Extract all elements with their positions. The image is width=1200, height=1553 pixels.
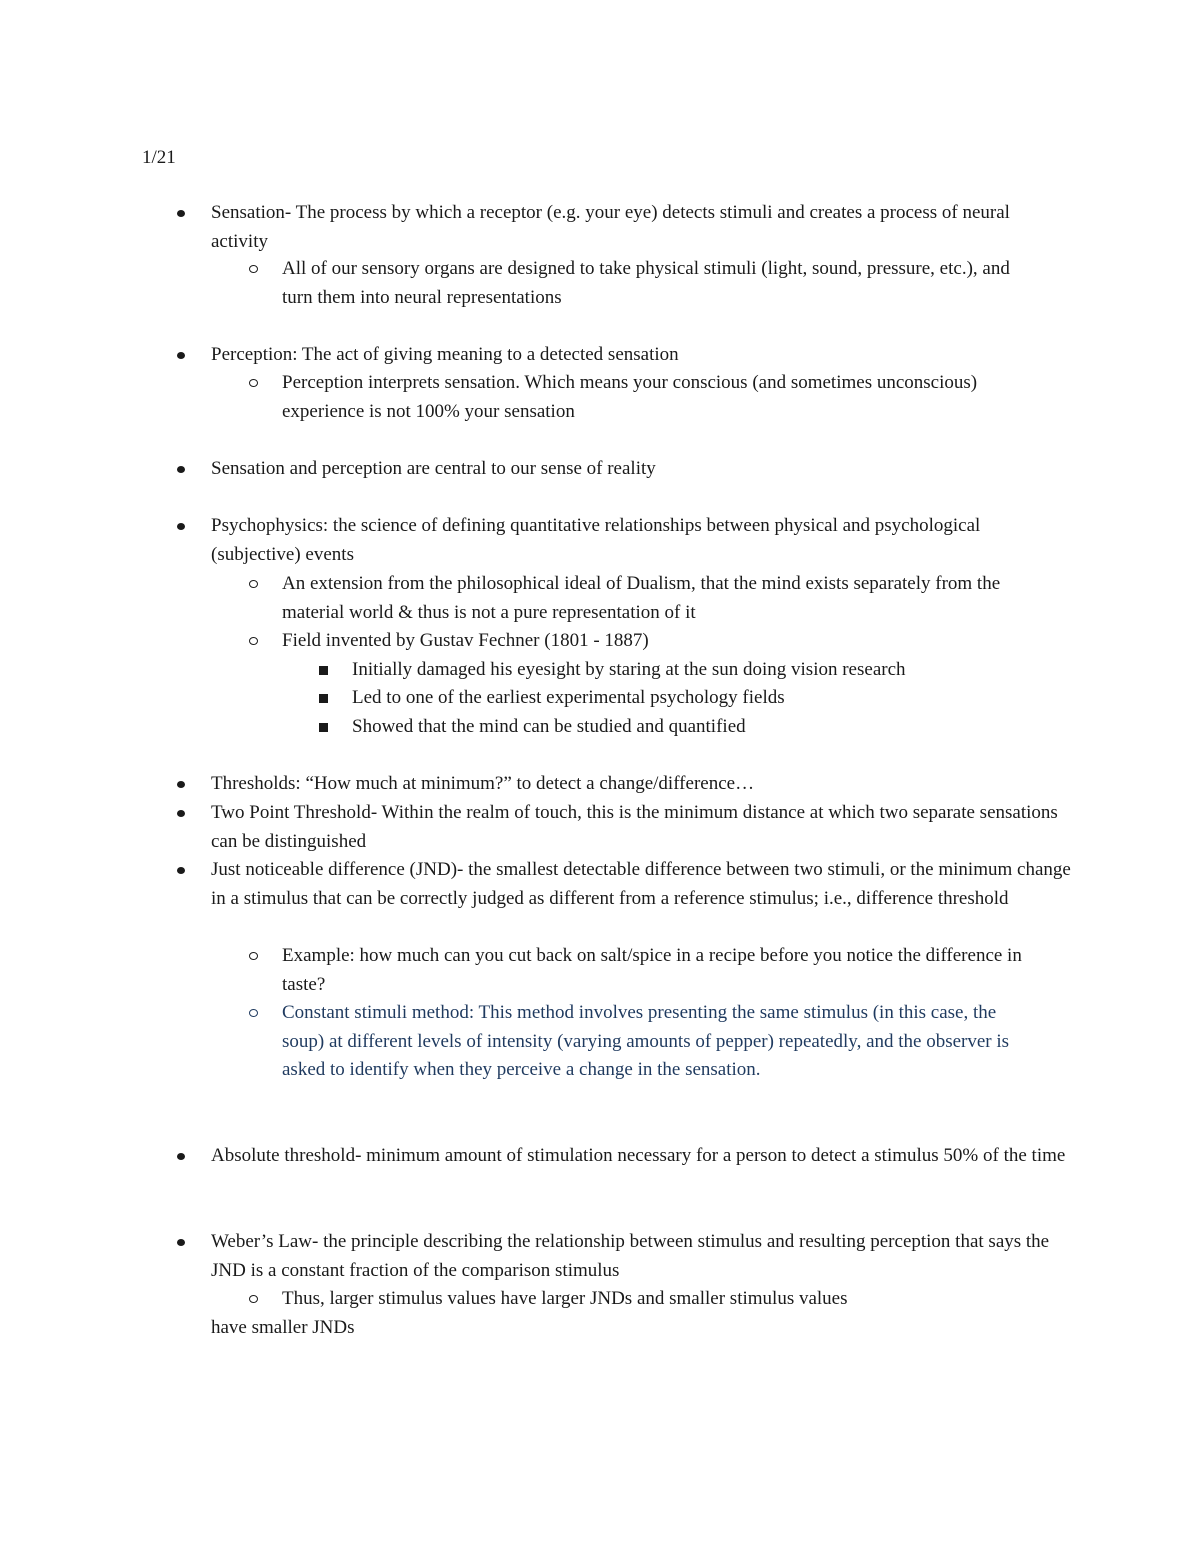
bullet-circle-icon xyxy=(249,1295,258,1303)
list-item-text: Absolute threshold- minimum amount of stimulation necessary for a person to detect a stimulus 50% of the time xyxy=(211,1145,1066,1166)
list-item xyxy=(352,656,1052,685)
list-item-text: Showed that the mind can be studied and quantified xyxy=(352,716,746,737)
bullet-circle-icon xyxy=(249,379,258,387)
bullet-disc-icon xyxy=(177,867,185,874)
list-item xyxy=(211,770,1071,799)
list-item xyxy=(211,1142,1071,1171)
list-item xyxy=(352,684,1052,713)
bullet-circle-icon xyxy=(249,580,258,588)
list-item xyxy=(282,1285,1042,1314)
list-item-text: Sensation and perception are central to our sense of reality xyxy=(211,458,656,479)
list-item-text: Led to one of the earliest experimental psychology fields xyxy=(352,687,785,708)
bullet-circle-icon xyxy=(249,952,258,960)
bullet-disc-icon xyxy=(177,466,185,473)
bullet-disc-icon xyxy=(177,352,185,359)
list-item xyxy=(352,713,1052,742)
date-heading: 1/21 xyxy=(142,147,176,168)
list-item xyxy=(211,341,1071,370)
bullet-disc-icon xyxy=(177,1239,185,1246)
list-item-text: have smaller JNDs xyxy=(211,1317,355,1338)
bullet-square-icon xyxy=(319,723,328,732)
bullet-circle-icon xyxy=(249,265,258,273)
list-item-text: Field invented by Gustav Fechner (1801 - 1887) xyxy=(282,630,649,651)
list-item xyxy=(211,799,1071,856)
list-item xyxy=(282,255,1042,312)
list-item-text: Thresholds: “How much at minimum?” to detect a change/difference… xyxy=(211,773,755,794)
bullet-square-icon xyxy=(319,694,328,703)
list-item xyxy=(211,1228,1071,1285)
list-item-text: Perception interprets sensation. Which means your conscious (and sometimes unconscious) experience is not 100% your sensation xyxy=(282,372,978,422)
list-item-text: Psychophysics: the science of defining quantitative relationships between physical and psychological (subjective) events xyxy=(211,515,981,565)
list-item xyxy=(211,199,1071,256)
list-item xyxy=(211,856,1071,913)
bullet-square-icon xyxy=(319,666,328,675)
list-item xyxy=(211,512,1071,569)
bullet-disc-icon xyxy=(177,810,185,817)
list-item-text: Example: how much can you cut back on salt/spice in a recipe before you notice the difference in taste? xyxy=(282,945,1022,995)
bullet-disc-icon xyxy=(177,523,185,530)
list-item-text: Sensation- The process by which a receptor (e.g. your eye) detects stimuli and creates a process of neural activity xyxy=(211,202,1010,252)
bullet-disc-icon xyxy=(177,210,185,217)
list-item-text: An extension from the philosophical ideal of Dualism, that the mind exists separately from the material world & thus is not a pure representation of it xyxy=(282,573,1001,623)
list-item xyxy=(211,1314,1071,1343)
bullet-circle-icon xyxy=(249,1009,258,1017)
bullet-disc-icon xyxy=(177,781,185,788)
list-item xyxy=(282,627,1042,656)
list-item-text: Just noticeable difference (JND)- the smallest detectable difference between two stimuli, or the minimum change in a stimulus that can be correctly judged as different from a reference stimulus; i.e., difference threshold xyxy=(211,859,1071,909)
list-item xyxy=(282,369,1042,426)
list-item xyxy=(211,455,1071,484)
list-item-text: Weber’s Law- the principle describing the relationship between stimulus and resulting perception that says the JND is a constant fraction of the comparison stimulus xyxy=(211,1231,1050,1281)
list-item-text: Two Point Threshold- Within the realm of touch, this is the minimum distance at which two separate sensations can be distinguished xyxy=(211,802,1058,852)
list-item-text: All of our sensory organs are designed to take physical stimuli (light, sound, pressure, etc.), and turn them into neural representations xyxy=(282,258,1010,308)
list-item-text: Thus, larger stimulus values have larger JNDs and smaller stimulus values xyxy=(282,1288,848,1309)
bullet-disc-icon xyxy=(177,1153,185,1160)
list-item-text: Initially damaged his eyesight by staring at the sun doing vision research xyxy=(352,659,906,680)
list-item xyxy=(282,999,1042,1085)
list-item xyxy=(282,942,1042,999)
bullet-circle-icon xyxy=(249,637,258,645)
list-item-text: Constant stimuli method: This method involves presenting the same stimulus (in this case, the soup) at different levels of intensity (varying amounts of pepper) repeatedly, and the observer is asked to identify when they perceive a change in the sensation. xyxy=(282,1002,1010,1081)
list-item xyxy=(282,570,1042,627)
list-item-text: Perception: The act of giving meaning to a detected sensation xyxy=(211,344,679,365)
